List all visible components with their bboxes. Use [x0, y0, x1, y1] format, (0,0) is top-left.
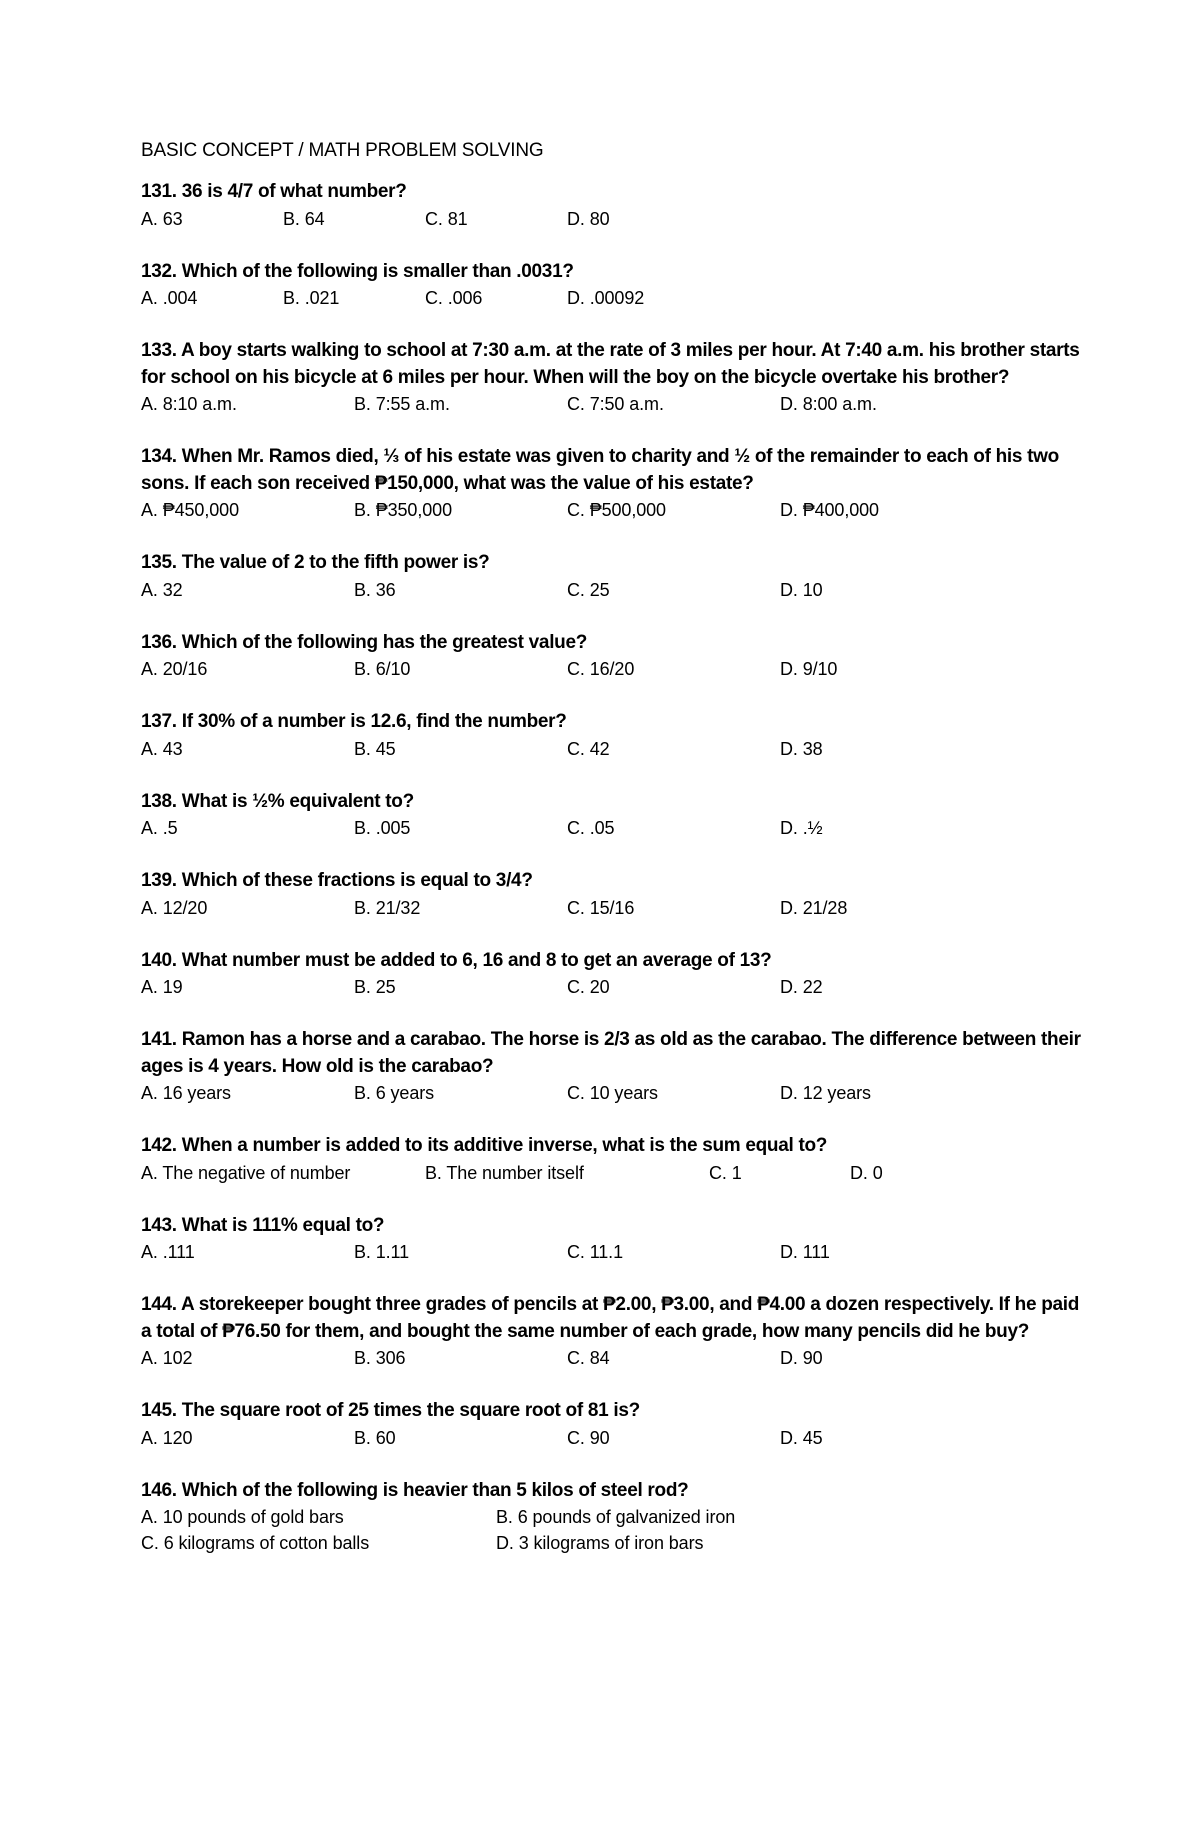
options-row — [141, 1530, 1081, 1556]
option-a: A. 20/16 — [141, 659, 208, 679]
option-d: D. 90 — [780, 1348, 823, 1368]
option-a: A. .111 — [141, 1242, 195, 1262]
question-143 — [141, 1213, 1081, 1266]
option-c: C. 42 — [567, 738, 610, 759]
option-b: B. 1.11 — [354, 1242, 410, 1262]
option-b: B. 64 — [283, 208, 325, 229]
option-b: B. The number itself — [425, 1162, 584, 1183]
option-a: A. .5 — [141, 818, 178, 838]
question-text: 144. A storekeeper bought three grades of pencils at ₱2.00, ₱3.00, and ₱4.00 a dozen respectively. If he paid a total of ₱76.50 for them, and bought the same number of each grade, how many pencils did he buy? — [141, 1294, 1080, 1342]
option-b: B. 306 — [354, 1348, 406, 1368]
option-c: C. 1 — [709, 1162, 742, 1183]
option-d: D. .00092 — [567, 288, 645, 308]
option-b: B. 60 — [354, 1427, 396, 1448]
option-c: C. 7:50 a.m. — [567, 394, 664, 414]
question-text: 131. 36 is 4/7 of what number? — [141, 181, 407, 202]
option-c: C. 81 — [425, 208, 468, 229]
option-c: C. .05 — [567, 818, 615, 838]
question-text: 133. A boy starts walking to school at 7:30 a.m. at the rate of 3 miles per hour. At 7:40 a.m. his brother starts for school on his bicycle at 6 miles per hour. When will the boy on the bicycle overtake his brother? — [141, 340, 1080, 388]
option-a: A. 43 — [141, 738, 183, 759]
option-d: D. 21/28 — [780, 897, 848, 918]
option-c: C. 6 kilograms of cotton balls — [141, 1533, 370, 1553]
option-c: C. 15/16 — [567, 897, 635, 918]
question-140 — [141, 948, 1081, 1001]
options-row — [141, 577, 1081, 603]
options-row — [141, 1425, 1081, 1451]
question-132 — [141, 259, 1081, 312]
question-141 — [141, 1027, 1081, 1106]
option-b: B. 45 — [354, 738, 396, 759]
option-a: A. 32 — [141, 579, 183, 600]
options-row — [141, 285, 1081, 311]
option-d: D. 111 — [780, 1242, 830, 1262]
option-b: B. ₱350,000 — [354, 500, 452, 520]
option-b: B. 6 pounds of galvanized iron — [496, 1507, 736, 1527]
options-row — [141, 736, 1081, 762]
option-a: A. 63 — [141, 208, 183, 229]
option-b: B. 7:55 a.m. — [354, 394, 450, 414]
options-row — [141, 1160, 1081, 1186]
options-row — [141, 895, 1081, 921]
option-b: B. 36 — [354, 579, 396, 600]
option-b: B. .021 — [283, 288, 340, 308]
option-d: D. 38 — [780, 738, 823, 759]
options-row — [141, 497, 1081, 523]
option-d: D. 80 — [567, 208, 610, 229]
question-text: 135. The value of 2 to the fifth power is? — [141, 552, 490, 573]
question-139 — [141, 868, 1081, 921]
question-136 — [141, 630, 1081, 683]
question-text: 132. Which of the following is smaller than .0031? — [141, 260, 574, 282]
option-d: D. 10 — [780, 579, 823, 600]
option-a: A. 120 — [141, 1427, 193, 1448]
option-b: B. 6 years — [354, 1083, 435, 1103]
option-a: A. 12/20 — [141, 897, 208, 918]
question-146 — [141, 1478, 1081, 1557]
option-b: B. .005 — [354, 818, 411, 838]
question-text: 138. What is ½% equivalent to? — [141, 790, 414, 812]
question-138 — [141, 789, 1081, 842]
question-134 — [141, 444, 1081, 523]
option-c: C. 90 — [567, 1427, 610, 1448]
option-d: D. 0 — [850, 1162, 883, 1183]
option-b: B. 6/10 — [354, 659, 411, 679]
question-text: 137. If 30% of a number is 12.6, find the number? — [141, 711, 567, 732]
option-a: A. 10 pounds of gold bars — [141, 1507, 344, 1527]
options-row — [141, 656, 1081, 682]
question-text: 143. What is 111% equal to? — [141, 1214, 385, 1236]
question-text: 134. When Mr. Ramos died, ⅓ of his estate was given to charity and ½ of the remainder to each of his two sons. If each son received ₱150,000, what was the value of his estate? — [141, 446, 1059, 494]
option-c: C. ₱500,000 — [567, 500, 666, 520]
question-145 — [141, 1398, 1081, 1451]
option-d: D. 9/10 — [780, 659, 838, 679]
option-c: C. .006 — [425, 288, 483, 308]
question-144 — [141, 1292, 1081, 1371]
option-c: C. 25 — [567, 579, 610, 600]
option-d: D. 45 — [780, 1427, 823, 1448]
option-a: A. ₱450,000 — [141, 500, 239, 520]
question-text: 139. Which of these fractions is equal to 3/4? — [141, 870, 533, 891]
document-page — [141, 138, 1081, 1583]
question-text: 140. What number must be added to 6, 16 and 8 to get an average of 13? — [141, 949, 772, 971]
option-c: C. 20 — [567, 977, 610, 997]
option-c: C. 16/20 — [567, 659, 635, 679]
options-row — [141, 391, 1081, 417]
option-d: D. ₱400,000 — [780, 500, 879, 520]
document-title: BASIC CONCEPT / MATH PROBLEM SOLVING — [141, 140, 544, 161]
question-142 — [141, 1133, 1081, 1186]
option-d: D. .½ — [780, 818, 823, 838]
option-d: D. 3 kilograms of iron bars — [496, 1533, 704, 1553]
options-row — [141, 974, 1081, 1000]
question-text: 141. Ramon has a horse and a carabao. The horse is 2/3 as old as the carabao. The difference between their ages is 4 years. How old is the carabao? — [141, 1029, 1081, 1077]
question-text: 146. Which of the following is heavier than 5 kilos of steel rod? — [141, 1479, 689, 1501]
question-text: 142. When a number is added to its additive inverse, what is the sum equal to? — [141, 1135, 828, 1156]
options-row — [141, 1345, 1081, 1371]
option-c: C. 11.1 — [567, 1242, 623, 1262]
options-row — [141, 1504, 1081, 1530]
option-a: A. The negative of number — [141, 1162, 351, 1183]
option-d: D. 22 — [780, 977, 823, 997]
option-b: B. 25 — [354, 977, 396, 997]
option-c: C. 10 years — [567, 1083, 658, 1103]
question-text: 145. The square root of 25 times the square root of 81 is? — [141, 1400, 640, 1421]
option-d: D. 12 years — [780, 1083, 871, 1103]
option-a: A. .004 — [141, 288, 198, 308]
question-133 — [141, 338, 1081, 417]
option-b: B. 21/32 — [354, 897, 421, 918]
options-row — [141, 1239, 1081, 1265]
question-131 — [141, 179, 1081, 232]
option-a: A. 19 — [141, 977, 183, 997]
question-137 — [141, 709, 1081, 762]
question-135 — [141, 550, 1081, 603]
option-a: A. 102 — [141, 1348, 193, 1368]
option-d: D. 8:00 a.m. — [780, 394, 877, 414]
question-text: 136. Which of the following has the greatest value? — [141, 631, 588, 653]
options-row — [141, 815, 1081, 841]
option-c: C. 84 — [567, 1348, 610, 1368]
option-a: A. 8:10 a.m. — [141, 394, 237, 414]
option-a: A. 16 years — [141, 1083, 231, 1103]
options-row — [141, 1080, 1081, 1106]
options-row — [141, 206, 1081, 232]
